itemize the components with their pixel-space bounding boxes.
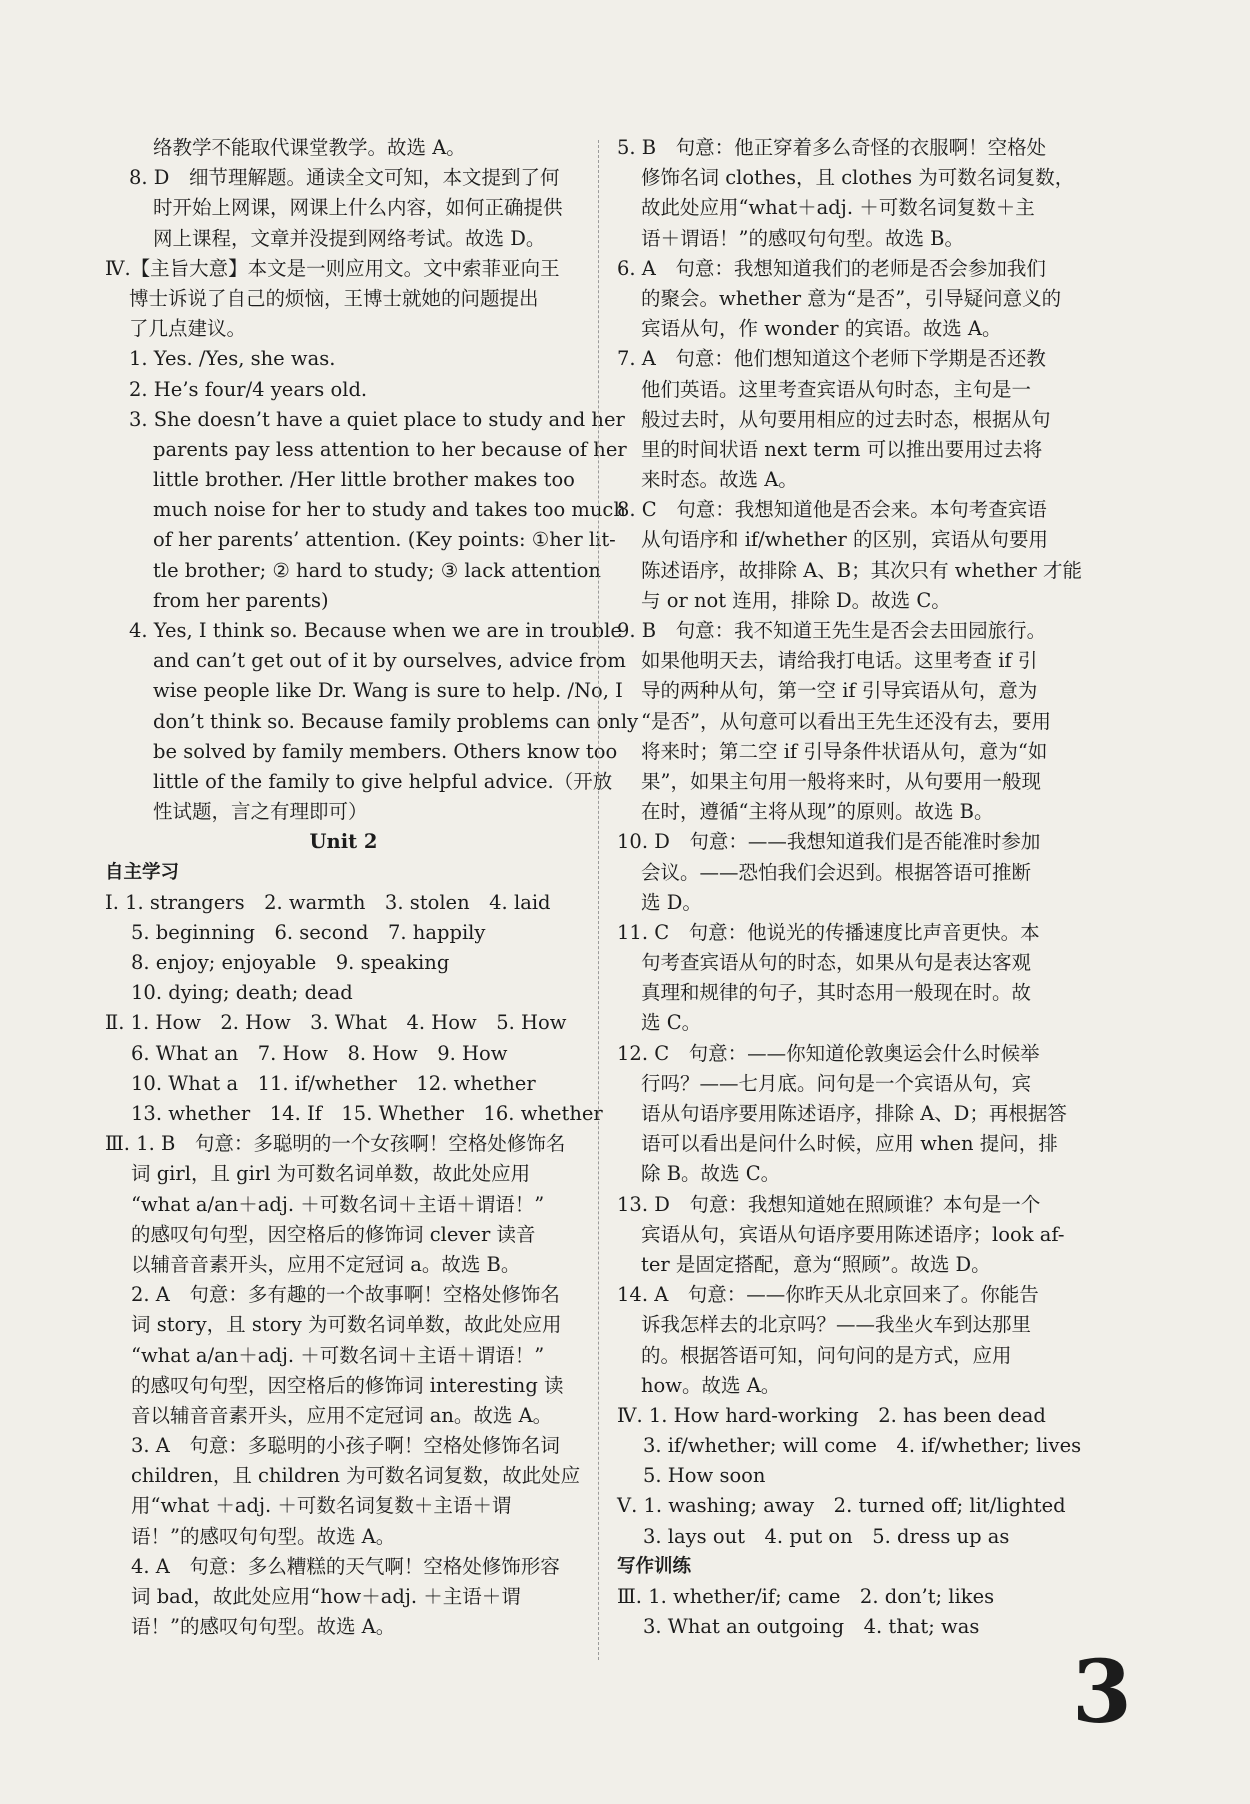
text-line: 果”，如果主句用一般将来时，从句要用一般现 <box>641 769 1041 793</box>
text-line: 11. C 句意：他说光的传播速度比声音更快。本 <box>617 920 1040 944</box>
text-line: 以辅音音素开头，应用不定冠词 a。故选 B。 <box>131 1252 521 1276</box>
text-line: “是否”，从句意可以看出王先生还没有去，要用 <box>641 709 1051 733</box>
text-line: 10. D 句意：——我想知道我们是否能准时参加 <box>617 830 1041 854</box>
text-line: 了几点建议。 <box>129 317 247 341</box>
page-number: 3 <box>1072 1642 1132 1743</box>
text-line: 语！”的感叹句句型。故选 A。 <box>131 1615 396 1639</box>
text-line: 络教学不能取代课堂教学。故选 A。 <box>153 136 466 159</box>
text-line: 宾语从句，宾语从句语序要用陈述语序；look af- <box>641 1222 1065 1246</box>
text-line: 自主学习 <box>105 861 180 883</box>
text-line: 4. A 句意：多么糟糕的天气啊！空格处修饰形容 <box>131 1554 560 1578</box>
text-line: 宾语从句，作 wonder 的宾语。故选 A。 <box>641 317 1002 341</box>
text-line: 写作训练 <box>617 1555 692 1577</box>
text-line: “what a/an＋adj. ＋可数名词＋主语＋谓语！” <box>131 1343 545 1367</box>
text-line: be solved by family members. Others know too <box>153 739 618 763</box>
text-line: 修饰名词 clothes，且 clothes 为可数名词复数， <box>641 166 1075 190</box>
text-line: little brother. /Her little brother makes too <box>153 468 575 492</box>
text-line: parents pay less attention to her because of her <box>153 437 627 461</box>
text-line: Ⅲ. 1. B 句意：多聪明的一个女孩啊！空格处修饰名 <box>105 1132 566 1156</box>
text-line: 真理和规律的句子，其时态用一般现在时。故 <box>641 981 1032 1005</box>
text-line: wise people like Dr. Wang is sure to help. /No, I <box>153 679 623 703</box>
text-line: 5. B 句意：他正穿着多么奇怪的衣服啊！空格处 <box>617 136 1047 159</box>
text-line: 故此处应用“what＋adj. ＋可数名词复数＋主 <box>641 196 1035 220</box>
text-line: 他们英语。这里考查宾语从句时态，主句是一 <box>641 377 1032 401</box>
text-line: 里的时间状语 next term 可以推出要用过去将 <box>641 437 1043 461</box>
text-line: 8. enjoy; enjoyable 9. speaking <box>131 951 450 975</box>
text-line: 8. D 细节理解题。通读全文可知，本文提到了何 <box>129 166 560 190</box>
text-line: 般过去时，从句要用相应的过去时态，根据从句 <box>641 407 1051 431</box>
text-line: children，且 children 为可数名词复数，故此处应 <box>131 1464 581 1488</box>
text-line: and can’t get out of it by ourselves, advice from <box>153 649 626 673</box>
text-line: 词 bad，故此处应用“how＋adj. ＋主语＋谓 <box>131 1585 521 1608</box>
text-line: 语从句语序要用陈述语序，排除 A、D；再根据答 <box>641 1102 1067 1125</box>
text-line: 3. She doesn’t have a quiet place to study and her <box>129 407 625 431</box>
text-line: 语！”的感叹句句型。故选 A。 <box>131 1524 396 1548</box>
left-column <box>105 133 639 1642</box>
text-line: don’t think so. Because family problems can only <box>153 709 639 733</box>
text-line: 5. How soon <box>643 1464 766 1488</box>
text-line: 4. Yes, I think so. Because when we are in trouble <box>129 619 622 642</box>
text-line: 除 B。故选 C。 <box>641 1162 781 1186</box>
text-line: 3. lays out 4. put on 5. dress up as <box>643 1524 1010 1548</box>
text-line: 7. A 句意：他们想知道这个老师下学期是否还教 <box>617 347 1046 371</box>
text-line: 的感叹句句型，因空格后的修饰词 interesting 读 <box>131 1373 564 1397</box>
text-line: Ⅰ. 1. strangers 2. warmth 3. stolen 4. laid <box>105 890 551 914</box>
text-line: 用“what ＋adj. ＋可数名词复数＋主语＋谓 <box>131 1494 512 1518</box>
text-line: 时开始上网课，网课上什么内容，如何正确提供 <box>153 196 563 220</box>
text-line: 语＋谓语！”的感叹句句型。故选 B。 <box>641 226 964 250</box>
text-line: Ⅳ.【主旨大意】本文是一则应用文。文中索菲亚向王 <box>105 256 560 280</box>
right-column <box>617 133 1125 1642</box>
text-line: 3. What an outgoing 4. that; was <box>643 1615 980 1639</box>
text-line: Ⅱ. 1. How 2. How 3. What 4. How 5. How <box>105 1011 567 1035</box>
text-line: 来时态。故选 A。 <box>641 468 798 492</box>
text-line: little of the family to give helpful advice.（开放 <box>153 769 613 793</box>
text-line: 3. if/whether; will come 4. if/whether; lives <box>643 1434 1082 1458</box>
text-line: 9. B 句意：我不知道王先生是否会去田园旅行。 <box>617 619 1047 642</box>
text-line: 网上课程，文章并没提到网络考试。故选 D。 <box>153 226 546 250</box>
text-line: Ⅳ. 1. How hard-working 2. has been dead <box>617 1403 1046 1427</box>
text-line: 从句语序和 if/whether 的区别，宾语从句要用 <box>641 528 1048 552</box>
text-line: 与 or not 连用，排除 D。故选 C。 <box>641 588 951 612</box>
text-line: 性试题，言之有理即可） <box>153 800 368 824</box>
text-line: 在时，遵循“主将从现”的原则。故选 B。 <box>641 800 994 824</box>
text-line: 诉我怎样去的北京吗？——我坐火车到达那里 <box>641 1313 1032 1337</box>
text-line: 14. A 句意：——你昨天从北京回来了。你能告 <box>617 1283 1039 1307</box>
text-line: 词 story，且 story 为可数名词单数，故此处应用 <box>131 1313 562 1337</box>
text-line: how。故选 A。 <box>641 1373 781 1397</box>
text-line: Unit 2 <box>309 830 378 854</box>
text-line: 选 D。 <box>641 890 702 914</box>
text-line: 语可以看出是问什么时候，应用 when 提问，排 <box>641 1132 1058 1156</box>
text-line: 的感叹句句型，因空格后的修饰词 clever 读音 <box>131 1222 536 1246</box>
text-line: 6. What an 7. How 8. How 9. How <box>131 1041 508 1065</box>
text-line: 3. A 句意：多聪明的小孩子啊！空格处修饰名词 <box>131 1434 560 1458</box>
text-line: 2. A 句意：多有趣的一个故事啊！空格处修饰名 <box>131 1283 560 1307</box>
column-divider <box>598 140 599 1660</box>
text-line: 将来时；第二空 if 引导条件状语从句，意为“如 <box>641 739 1048 763</box>
text-line: 8. C 句意：我想知道他是否会来。本句考查宾语 <box>617 498 1047 522</box>
text-line: 选 C。 <box>641 1011 702 1035</box>
text-line: Ⅲ. 1. whether/if; came 2. don’t; likes <box>617 1585 995 1608</box>
text-line: 2. He’s four/4 years old. <box>129 377 368 401</box>
text-line: 10. What a 11. if/whether 12. whether <box>131 1071 536 1095</box>
text-line: much noise for her to study and takes too much <box>153 498 626 522</box>
text-line: 音以辅音音素开头，应用不定冠词 an。故选 A。 <box>131 1403 553 1427</box>
text-line: 如果他明天去，请给我打电话。这里考查 if 引 <box>641 649 1038 673</box>
text-line: tle brother; ② hard to study; ③ lack attention <box>153 558 601 582</box>
text-line: 会议。——恐怕我们会迟到。根据答语可推断 <box>641 860 1032 884</box>
text-line: 导的两种从句，第一空 if 引导宾语从句，意为 <box>641 679 1038 703</box>
text-line: 词 girl，且 girl 为可数名词单数，故此处应用 <box>131 1162 531 1186</box>
text-line: ter 是固定搭配，意为“照顾”。故选 D。 <box>641 1252 991 1276</box>
text-line: 的。根据答语可知，问句问的是方式，应用 <box>641 1343 1012 1367</box>
text-line: from her parents) <box>153 588 329 612</box>
text-line: 10. dying; death; dead <box>131 981 353 1005</box>
text-line: 1. Yes. /Yes, she was. <box>129 347 336 371</box>
text-line: 13. D 句意：我想知道她在照顾谁？本句是一个 <box>617 1192 1041 1216</box>
text-line: 博士诉说了自己的烦恼，王博士就她的问题提出 <box>129 286 539 310</box>
text-line: 12. C 句意：——你知道伦敦奥运会什么时候举 <box>617 1041 1040 1065</box>
text-line: Ⅴ. 1. washing; away 2. turned off; lit/lighted <box>617 1494 1066 1518</box>
text-line: of her parents’ attention. (Key points: ①her lit- <box>153 528 616 552</box>
text-line: 5. beginning 6. second 7. happily <box>131 920 486 944</box>
text-line: 6. A 句意：我想知道我们的老师是否会参加我们 <box>617 256 1046 280</box>
text-line: 13. whether 14. If 15. Whether 16. whether <box>131 1102 603 1125</box>
text-line: 的聚会。whether 意为“是否”，引导疑问意义的 <box>641 286 1062 310</box>
text-line: 陈述语序，故排除 A、B；其次只有 whether 才能 <box>641 558 1083 582</box>
text-line: 行吗？——七月底。问句是一个宾语从句，宾 <box>641 1071 1032 1095</box>
text-line: 句考查宾语从句的时态，如果从句是表达客观 <box>641 951 1032 975</box>
text-line: “what a/an＋adj. ＋可数名词＋主语＋谓语！” <box>131 1192 545 1216</box>
